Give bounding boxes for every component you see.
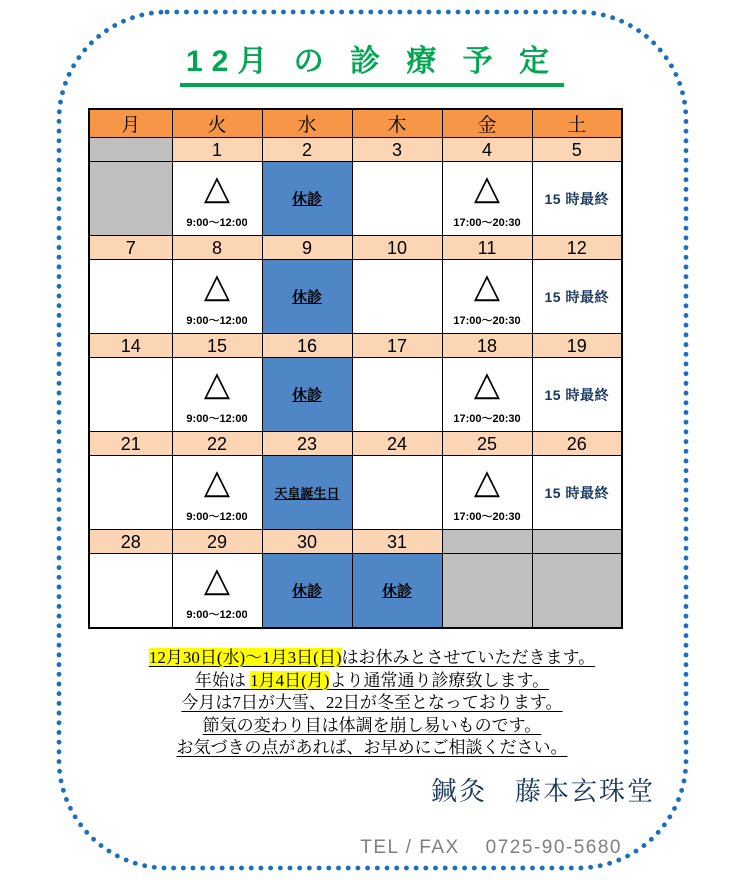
limited-hours-content	[443, 162, 532, 235]
day-header-3: 木	[352, 109, 442, 138]
day-header-2: 水	[262, 109, 352, 138]
calendar-body	[89, 138, 622, 629]
schedule-row-week-5	[89, 554, 622, 629]
closed-label: 休診	[381, 583, 412, 600]
unavailable-cell	[89, 162, 172, 236]
date-cell: 22	[172, 432, 262, 456]
date-cell-unused	[532, 530, 622, 554]
date-cell: 10	[352, 236, 442, 260]
hours-label: 9:00～12:00	[186, 609, 248, 621]
hours-label: 17:00～20:30	[453, 511, 521, 523]
closed-label: 休診	[291, 583, 322, 600]
hours-label: 17:00～20:30	[453, 217, 521, 229]
date-cell: 7	[89, 236, 172, 260]
hours-label: 9:00～12:00	[186, 511, 248, 523]
holiday-cell	[262, 456, 352, 530]
schedule-row-week-2	[89, 260, 622, 334]
date-row-week-5	[89, 530, 622, 554]
date-cell: 28	[89, 530, 172, 554]
hours-label: 9:00～12:00	[186, 217, 248, 229]
empty-schedule-cell	[89, 358, 172, 432]
limited-hours-content	[443, 456, 532, 529]
holiday-label: 天皇誕生日	[274, 485, 340, 501]
date-cell: 30	[262, 530, 352, 554]
limited-hours-content	[443, 260, 532, 333]
limited-hours-cell	[172, 162, 262, 236]
hours-label: 17:00～20:30	[453, 413, 521, 425]
closed-label: 休診	[291, 289, 322, 306]
page-title: 12月 の 診 療 予 定	[180, 36, 564, 87]
empty-schedule-cell	[89, 456, 172, 530]
limited-hours-cell	[442, 260, 532, 334]
date-cell: 25	[442, 432, 532, 456]
date-cell: 15	[172, 334, 262, 358]
date-cell: 14	[89, 334, 172, 358]
date-cell: 29	[172, 530, 262, 554]
day-header-1: 火	[172, 109, 262, 138]
early-close-cell	[532, 162, 622, 236]
closed-cell	[352, 554, 442, 629]
early-close-label: 15 時最終	[544, 386, 609, 403]
date-cell: 23	[262, 432, 352, 456]
date-cell: 18	[442, 334, 532, 358]
note-line-2	[0, 670, 744, 693]
early-close-cell	[532, 358, 622, 432]
tel-fax-line	[347, 815, 622, 859]
early-close-cell	[532, 456, 622, 530]
note-line-1	[0, 647, 744, 670]
note-text: はお休みとさせていただきます。	[341, 648, 596, 667]
empty-schedule-cell	[89, 260, 172, 334]
closed-cell	[262, 162, 352, 236]
unavailable-cell	[532, 554, 622, 629]
triangle-icon: △	[473, 169, 501, 207]
hours-label: 9:00～12:00	[186, 315, 248, 327]
hours-label: 9:00～12:00	[186, 413, 248, 425]
day-header-0: 月	[89, 109, 172, 138]
date-cell: 16	[262, 334, 352, 358]
day-header-4: 金	[442, 109, 532, 138]
date-cell: 9	[262, 236, 352, 260]
date-cell: 4	[442, 138, 532, 162]
date-cell: 2	[262, 138, 352, 162]
triangle-icon: △	[203, 463, 231, 501]
limited-hours-content	[173, 260, 262, 333]
limited-hours-cell	[442, 162, 532, 236]
date-row-week-3	[89, 334, 622, 358]
limited-hours-content	[173, 162, 262, 235]
notes-section	[0, 647, 744, 760]
empty-schedule-cell	[89, 554, 172, 629]
schedule-row-week-1	[89, 162, 622, 236]
date-cell: 11	[442, 236, 532, 260]
schedule-calendar	[88, 108, 623, 629]
triangle-icon: △	[203, 169, 231, 207]
tel-fax-label: TEL / FAX	[360, 837, 460, 858]
date-cell: 26	[532, 432, 622, 456]
triangle-icon: △	[473, 463, 501, 501]
schedule-row-week-4	[89, 456, 622, 530]
note-line-5	[0, 737, 744, 760]
empty-schedule-cell	[352, 162, 442, 236]
date-cell: 24	[352, 432, 442, 456]
limited-hours-content	[173, 456, 262, 529]
date-cell: 5	[532, 138, 622, 162]
limited-hours-cell	[172, 260, 262, 334]
date-cell-unused	[442, 530, 532, 554]
triangle-icon: △	[203, 267, 231, 305]
empty-schedule-cell	[352, 260, 442, 334]
title-row	[0, 36, 744, 87]
date-row-week-2	[89, 236, 622, 260]
empty-schedule-cell	[352, 358, 442, 432]
limited-hours-cell	[172, 456, 262, 530]
note-line-4	[0, 715, 744, 738]
empty-schedule-cell	[352, 456, 442, 530]
closed-label: 休診	[291, 387, 322, 404]
closed-cell	[262, 554, 352, 629]
note-text: 年始は	[194, 670, 251, 690]
early-close-label: 15 時最終	[544, 484, 609, 501]
early-close-label: 15 時最終	[544, 190, 609, 207]
early-close-label: 15 時最終	[544, 288, 609, 305]
triangle-icon: △	[473, 267, 501, 305]
highlighted-text: 12月30日(水)～1月3日(日)	[148, 648, 342, 667]
date-cell: 21	[89, 432, 172, 456]
date-cell: 8	[172, 236, 262, 260]
day-header-row	[89, 109, 622, 138]
clinic-name: 鍼灸 藤本玄珠堂	[430, 776, 655, 806]
limited-hours-content	[443, 358, 532, 431]
date-cell: 1	[172, 138, 262, 162]
unavailable-cell	[442, 554, 532, 629]
date-row-week-1	[89, 138, 622, 162]
date-cell: 12	[532, 236, 622, 260]
limited-hours-content	[173, 358, 262, 431]
triangle-icon: △	[203, 561, 231, 599]
hours-label: 17:00～20:30	[453, 315, 521, 327]
limited-hours-cell	[442, 358, 532, 432]
note-text: より通常通り診療致します。	[329, 670, 550, 690]
limited-hours-cell	[442, 456, 532, 530]
note-text: 今月は7日が大雪、22日が冬至となっております。	[181, 693, 563, 712]
tel-fax-number: 0725-90-5680	[485, 837, 622, 858]
triangle-icon: △	[203, 365, 231, 403]
schedule-row-week-3	[89, 358, 622, 432]
date-cell: 3	[352, 138, 442, 162]
limited-hours-content	[173, 554, 262, 627]
date-cell: 19	[532, 334, 622, 358]
date-cell: 17	[352, 334, 442, 358]
date-cell: 31	[352, 530, 442, 554]
closed-cell	[262, 260, 352, 334]
closed-cell	[262, 358, 352, 432]
triangle-icon: △	[473, 365, 501, 403]
highlighted-text: 1月4日(月)	[250, 670, 330, 690]
early-close-cell	[532, 260, 622, 334]
limited-hours-cell	[172, 554, 262, 629]
date-row-week-4	[89, 432, 622, 456]
date-cell-unused	[89, 138, 172, 162]
limited-hours-cell	[172, 358, 262, 432]
day-header-5: 土	[532, 109, 622, 138]
note-line-3	[0, 692, 744, 715]
note-text: 節気の変わり目は体調を崩し易いものです。	[202, 715, 542, 735]
closed-label: 休診	[291, 191, 322, 208]
note-text: お気づきの点があれば、お早めにご相談ください。	[176, 738, 568, 757]
